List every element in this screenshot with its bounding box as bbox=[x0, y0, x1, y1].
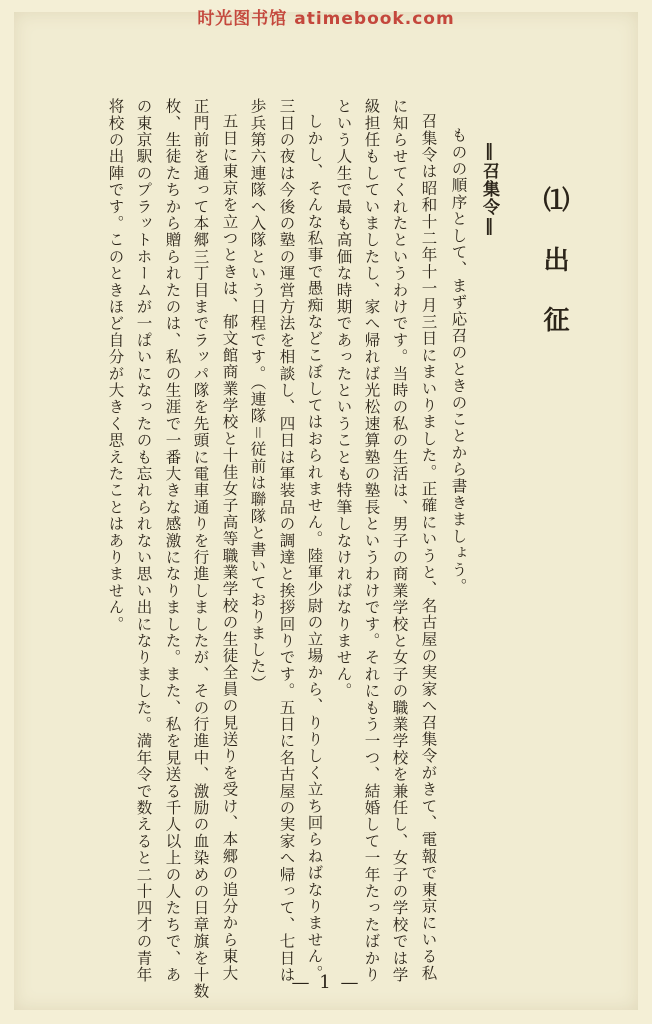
body-text-column: 正門前を通って本郷三丁目までラッパ隊を先頭に電車通りを行進しましたが、その行進中、激励の血染めの日章旗を十数 bbox=[191, 98, 210, 1000]
body-text-column: しかし、そんな私事で愚痴などこぼしてはおられません。陸軍少尉の立場から、りりしく立ち回らねばなりません。 bbox=[305, 113, 324, 982]
body-text-column: 歩兵第六連隊へ入隊という日程です。（連隊＝従前は聯隊と書いておりました） bbox=[248, 98, 267, 692]
body-text-column: という人生で最も高価な時期であったということも特筆しなければなりません。 bbox=[334, 98, 353, 700]
body-text-column: の東京駅のプラットホームが一ぱいになったのも忘れられない思い出になりました。満年令で数えると二十四才の青年 bbox=[134, 98, 153, 984]
body-text-column: 級担任もしていましたし、家へ帰れば光松速算塾の塾長というわけです。それにもう一つ、結婚して一年たったばかり bbox=[362, 98, 381, 984]
page-number: — 1 — bbox=[291, 972, 361, 993]
body-text-column: ものの順序として、まず応召のときのことから書きましょう。 bbox=[449, 127, 468, 595]
body-text-column: に知らせてくれたというわけです。当時の私の生活は、男子の商業学校と女子の職業学校を兼任し、女子の学校では学 bbox=[390, 98, 409, 984]
section-heading: ‖召集令‖ bbox=[479, 141, 499, 237]
body-text-column: 将校の出陣です。このときほど自分が大きく思えたことはありません。 bbox=[106, 98, 125, 633]
watermark-text: 时光图书馆 atimebook.com bbox=[197, 9, 455, 29]
chapter-title: ⑴ 出 征 bbox=[539, 186, 569, 334]
body-text-column: 三日の夜は今後の塾の運営方法を相談し、四日は軍装品の調達と挨拶回りです。五日に名古屋の実家へ帰って、七日は bbox=[277, 98, 296, 984]
body-text-column: 五日に東京を立つときは、郁文館商業学校と十佳女子高等職業学校の生徒全員の見送りを受け、本郷の追分から東大 bbox=[220, 113, 239, 982]
body-text-column: 召集令は昭和十二年十一月三日にまいりました。正確にいうと、名古屋の実家へ召集令がきて、電報で東京にいる私 bbox=[419, 113, 438, 982]
body-text-column: 枚、生徒たちから贈られたのは、私の生涯で一番大きな感激になりました。また、私を見送る千人以上の人たちで、あ bbox=[163, 98, 182, 984]
